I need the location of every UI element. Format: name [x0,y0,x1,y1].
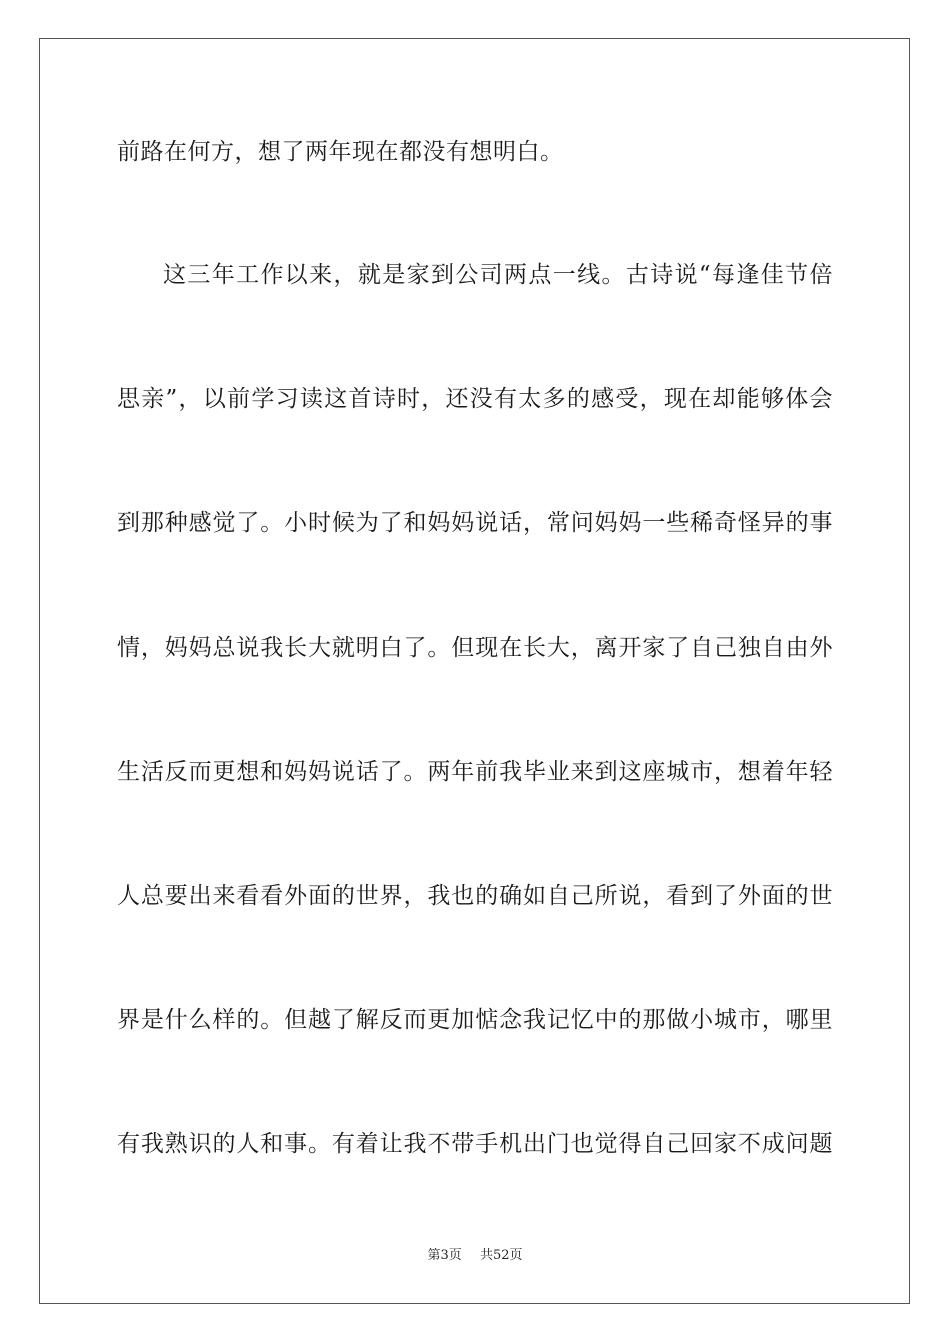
paragraph-line-5: 情，妈妈总说我长大就明白了。但现在长大，离开家了自己独自由外 [117,635,833,661]
page-border [39,38,910,1304]
paragraph-line-3: 思亲”，以前学习读这首诗时，还没有太多的感受，现在却能够体会 [117,386,833,412]
page-number-current: 第3页 [427,1248,462,1263]
paragraph-line-1: 前路在何方，想了两年现在都没有想明白。 [117,139,564,165]
paragraph-line-9: 有我熟识的人和事。有着让我不带手机出门也觉得自己回家不成问题 [117,1131,833,1157]
paragraph-line-8: 界是什么样的。但越了解反而更加惦念我记忆中的那做小城市，哪里 [117,1007,833,1033]
page-number-total: 共52页 [479,1248,523,1263]
paragraph-line-6: 生活反而更想和妈妈说话了。两年前我毕业来到这座城市，想着年轻 [117,759,833,785]
paragraph-line-7: 人总要出来看看外面的世界，我也的确如自己所说，看到了外面的世 [117,883,833,909]
page-footer [0,1247,950,1265]
paragraph-line-4: 到那种感觉了。小时候为了和妈妈说话，常问妈妈一些稀奇怪异的事 [117,510,833,536]
paragraph-line-2: 这三年工作以来，就是家到公司两点一线。古诗说“每逢佳节倍 [163,262,833,288]
